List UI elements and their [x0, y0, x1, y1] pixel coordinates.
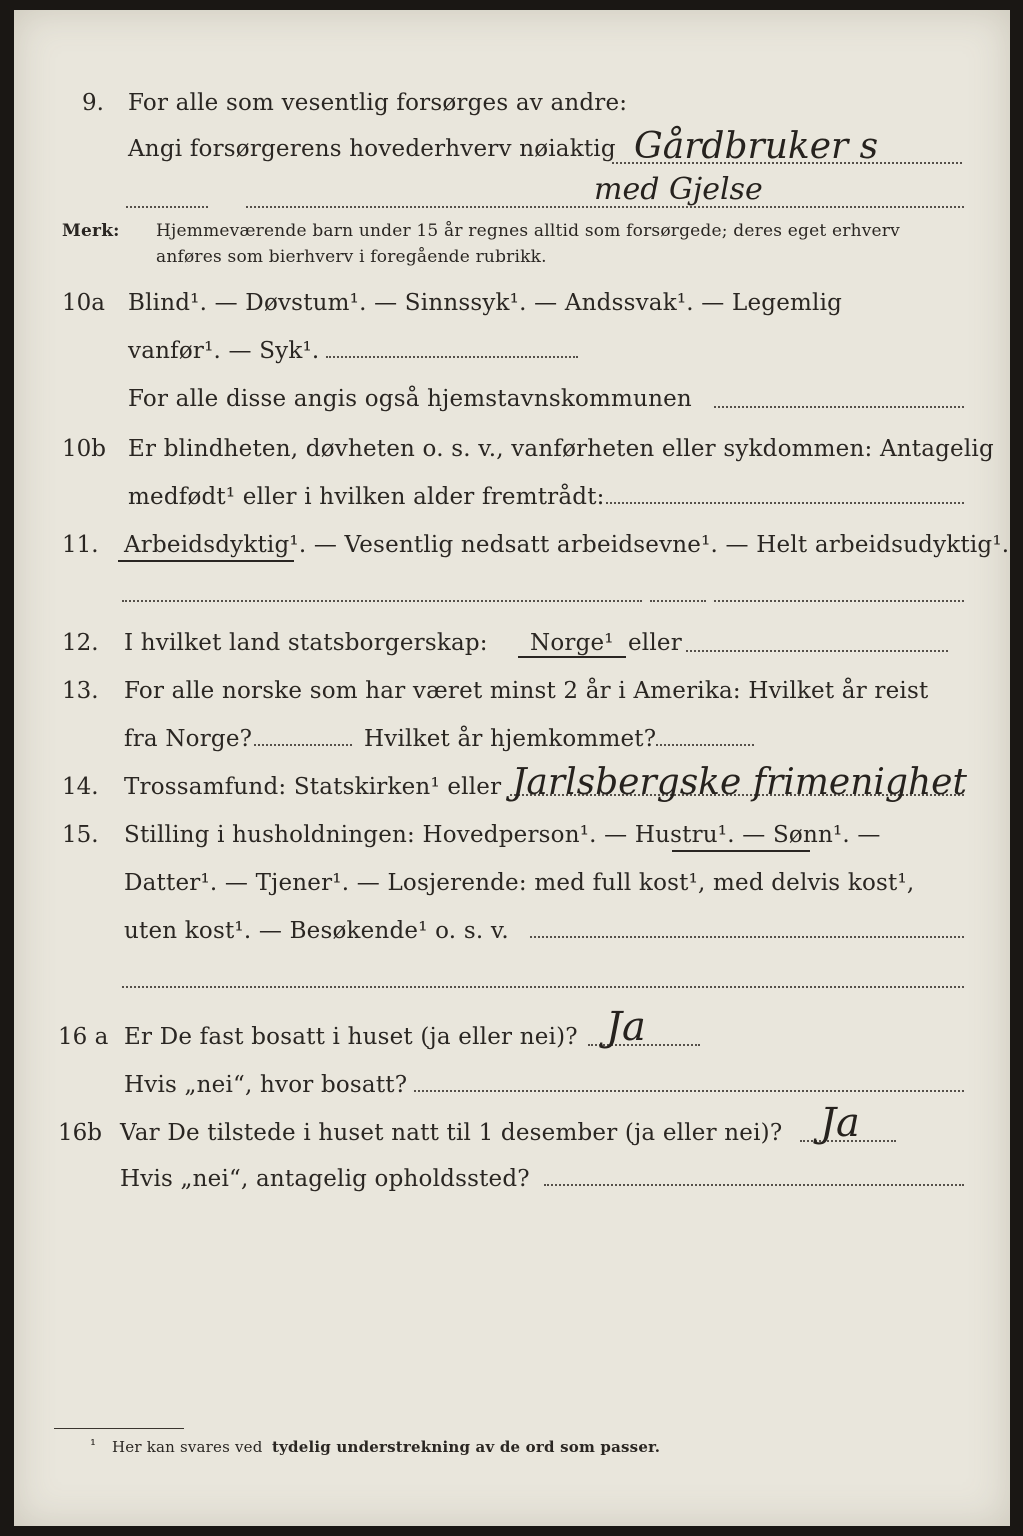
q12-line1: I hvilket land statsborgerskap:	[124, 630, 488, 656]
q11-extra-dots-b	[650, 600, 706, 602]
q10b-answer-dots	[606, 502, 964, 504]
q10a-number: 10a	[62, 290, 105, 316]
q13-number: 13.	[62, 678, 99, 704]
census-form-page	[14, 10, 1010, 1526]
q13-year-returned-dots	[656, 744, 754, 746]
q16a-residence-dots	[414, 1090, 964, 1092]
q15-line1: Stilling i husholdningen: Hovedperson¹. — Hustru¹. — Sønn¹. —	[124, 822, 881, 848]
q9-handwritten-answer-line2: med Gjelse	[594, 172, 763, 207]
q16b-whereabouts-dots	[544, 1184, 964, 1186]
merk-note-line2: anføres som bierhverv i foregående rubrikk.	[156, 247, 547, 267]
q14-line1: Trossamfund: Statskirken¹ eller	[124, 774, 502, 800]
q15-line3: uten kost¹. — Besøkende¹ o. s. v.	[124, 918, 509, 944]
q16b-handwritten-answer: Ja	[820, 1100, 860, 1146]
q9-question-line2: Angi forsørgerens hovederhverv nøiaktig	[128, 136, 616, 162]
merk-label: Merk:	[62, 221, 120, 241]
q16b-line1: Var De tilstede i huset natt til 1 desember (ja eller nei)?	[120, 1120, 783, 1146]
q16b-line2: Hvis „nei“, antagelig opholdssted?	[120, 1166, 530, 1192]
q10b-line1: Er blindheten, døvheten o. s. v., vanførheten eller sykdommen: Antagelig	[128, 436, 994, 462]
q11-number: 11.	[62, 532, 99, 558]
footnote-rule	[54, 1428, 184, 1429]
q13-year-left-dots	[254, 744, 352, 746]
q10b-line2: medfødt¹ eller i hvilken alder fremtrådt:	[128, 484, 605, 510]
q16a-handwritten-answer: Ja	[606, 1004, 646, 1050]
q10a-line3: For alle disse angis også hjemstavnskommunen	[128, 386, 692, 412]
q10a-line2: vanfør¹. — Syk¹.	[128, 338, 320, 364]
q16a-line2: Hvis „nei“, hvor bosatt?	[124, 1072, 408, 1098]
footnote-mark: ¹	[90, 1436, 97, 1454]
footnote-text-plain: Her kan svares ved	[112, 1438, 263, 1456]
q12-number: 12.	[62, 630, 99, 656]
q15-answer-dots	[530, 936, 964, 938]
footnote-text-bold: tydelig understrekning av de ord som passer.	[272, 1438, 661, 1456]
q13-line1: For alle norske som har været minst 2 år i Amerika: Hvilket år reist	[124, 678, 929, 704]
q15-selected-underline	[672, 850, 810, 852]
q11-line1: Arbeidsdyktig¹. — Vesentlig nedsatt arbeidsevne¹. — Helt arbeidsudyktig¹.	[124, 532, 1010, 558]
q9-question-line1: For alle som vesentlig forsørges av andre:	[128, 90, 628, 116]
q13-line2a: fra Norge?	[124, 726, 253, 752]
q12-answer-dots	[686, 650, 948, 652]
q10a-line1: Blind¹. — Døvstum¹. — Sinnssyk¹. — Andssvak¹. — Legemlig	[128, 290, 843, 316]
q12-selected-underline	[518, 656, 626, 658]
q13-line2b: Hvilket år hjemkommet?	[364, 726, 657, 752]
q16a-number: 16 a	[58, 1024, 109, 1050]
q11-extra-dots-c	[714, 600, 964, 602]
q9-answer-line2-dots-a	[126, 206, 208, 208]
merk-note-line1: Hjemmeværende barn under 15 år regnes alltid som forsørgede; deres eget erhverv	[156, 221, 900, 241]
q9-number: 9.	[82, 90, 104, 116]
q10a-municipality-dots	[714, 406, 964, 408]
q15-line2: Datter¹. — Tjener¹. — Losjerende: med full kost¹, med delvis kost¹,	[124, 870, 915, 896]
q16b-number: 16b	[58, 1120, 102, 1146]
q10a-sick-dots	[326, 356, 578, 358]
q14-number: 14.	[62, 774, 99, 800]
q11-extra-dots-a	[122, 600, 642, 602]
q15-number: 15.	[62, 822, 99, 848]
q14-handwritten-answer: Jarlsbergske frimenighet	[512, 762, 967, 803]
q9-handwritten-answer-line1: Gårdbruker s	[634, 126, 879, 167]
q11-selected-underline	[118, 560, 294, 562]
q15-extra-dots	[122, 986, 964, 988]
q12-option-norge: Norge¹	[530, 630, 614, 656]
q16a-line1: Er De fast bosatt i huset (ja eller nei)?	[124, 1024, 578, 1050]
q12-tail: eller	[628, 630, 682, 656]
q10b-number: 10b	[62, 436, 106, 462]
